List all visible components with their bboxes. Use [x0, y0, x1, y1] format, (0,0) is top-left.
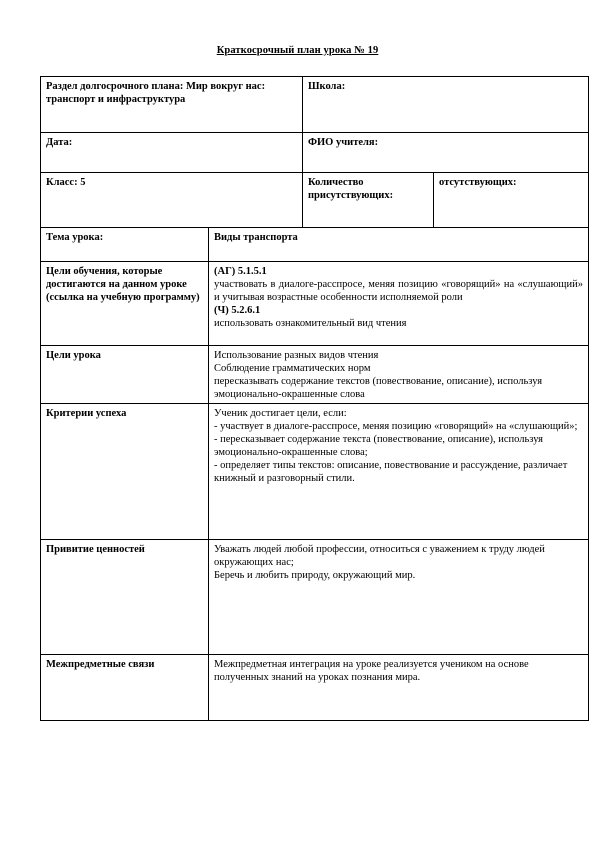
values-row [41, 540, 589, 655]
section-label: Раздел долгосрочного плана: Мир вокруг нас: транспорт и инфраструктура [41, 77, 303, 133]
lesson-goals-content [209, 346, 589, 404]
goal-code-1: (АГ) 5.1.5.1 [214, 266, 267, 277]
criteria-line: - участвует в диалоге-расспросе, меняя позицию «говорящий» на «слушающий»; [214, 421, 578, 432]
section-row [41, 77, 589, 133]
lesson-goals-label: Цели урока [41, 346, 209, 404]
lesson-goals-row [41, 346, 589, 404]
criteria-line: - определяет типы текстов: описание, повествование и рассуждение, различает книжный и разговорный стили. [214, 460, 568, 484]
page-title: Краткосрочный план урока № 19 [216, 45, 379, 56]
topic-label: Тема урока: [41, 228, 209, 262]
criteria-line: Ученик достигает цели, если: [214, 408, 347, 419]
success-criteria-label: Критерии успеха [41, 404, 209, 540]
class-row [41, 173, 589, 228]
teacher-label: ФИО учителя: [303, 133, 589, 173]
lesson-goal-line: Использование разных видов чтения [214, 350, 379, 361]
cross-curricular-content: Межпредметная интеграция на уроке реализуется учеником на основе полученных знаний на уроках познания мира. [209, 655, 589, 721]
absent-label: отсутствующих: [434, 173, 589, 228]
goal-text-1: участвовать в диалоге-расспросе, меняя позицию «говорящий» на «слушающий» и учитывая возрастные особенности исполняемой роли [214, 279, 584, 303]
criteria-line: - пересказывает содержание текста (повествование, описание), используя эмоционально-окрашенные слова; [214, 434, 544, 458]
learning-goals-content [209, 262, 589, 346]
cross-curricular-row [41, 655, 589, 721]
topic-value: Виды транспорта [209, 228, 589, 262]
topic-row [41, 228, 589, 262]
cross-curricular-label: Межпредметные связи [41, 655, 209, 721]
success-criteria-content [209, 404, 589, 540]
goal-code-2: (Ч) 5.2.6.1 [214, 305, 261, 316]
values-content [209, 540, 589, 655]
class-label: Класс: 5 [41, 173, 303, 228]
values-label: Привитие ценностей [41, 540, 209, 655]
date-label: Дата: [41, 133, 303, 173]
lesson-goal-line: пересказывать содержание текстов (повествование, описание), используя эмоционально-окрашенные слова [214, 376, 543, 400]
learning-goals-row [41, 262, 589, 346]
values-line: Уважать людей любой профессии, относиться с уважением к труду людей окружающих нас; [214, 544, 545, 568]
date-row [41, 133, 589, 173]
present-label: Количество присутствующих: [303, 173, 434, 228]
values-line: Беречь и любить природу, окружающий мир. [214, 570, 416, 581]
lesson-plan-table [40, 76, 589, 721]
learning-goals-label: Цели обучения, которые достигаются на данном уроке (ссылка на учебную программу) [41, 262, 209, 346]
goal-text-2: использовать ознакомительный вид чтения [214, 318, 407, 329]
success-criteria-row [41, 404, 589, 540]
school-label: Школа: [303, 77, 589, 133]
lesson-goal-line: Соблюдение грамматических норм [214, 363, 371, 374]
